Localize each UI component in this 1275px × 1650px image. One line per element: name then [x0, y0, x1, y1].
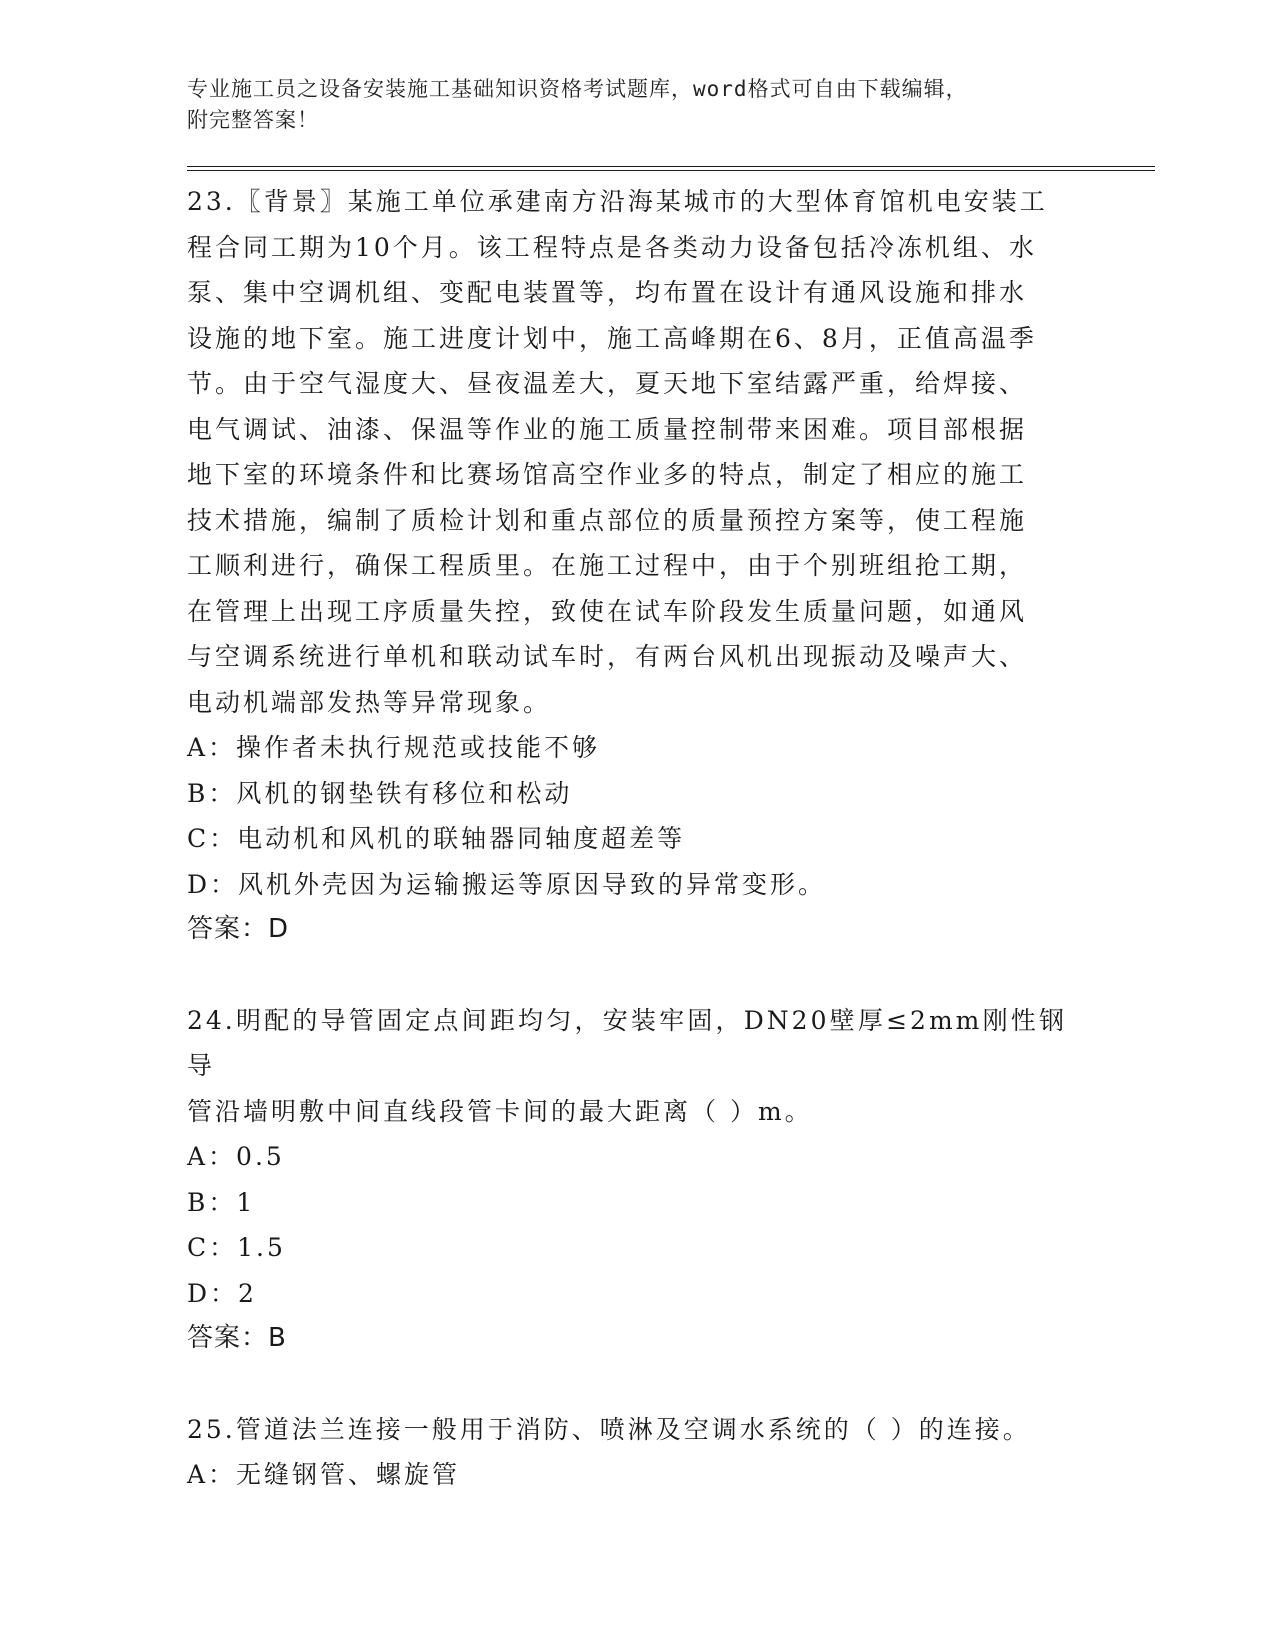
question-23	[187, 179, 1067, 953]
stem-line: 24.明配的导管固定点间距均匀，安装牢固，DN20壁厚≤2mm刚性钢导	[187, 1005, 1067, 1080]
answer: 答案：B	[187, 1323, 287, 1353]
option-b: B：1	[187, 1187, 256, 1217]
stem-line: 泵、集中空调机组、变配电装置等，均布置在设计有通风设施和排水	[187, 278, 1028, 307]
option-c: C：电动机和风机的联轴器同轴度超差等	[187, 824, 686, 853]
question-stem	[187, 1407, 1067, 1453]
stem-line: 与空调系统进行单机和联动试车时，有两台风机出现振动及噪声大、	[187, 642, 1028, 671]
option-d: D：风机外壳因为运输搬运等原因导致的异常变形。	[187, 869, 827, 899]
stem-line: 工顺利进行，确保工程质里。在施工过程中，由于个别班组抢工期，	[187, 551, 1028, 580]
stem-line: 电动机端部发热等异常现象。	[187, 687, 552, 717]
header-line-1: 专业施工员之设备安装施工基础知识资格考试题库，word格式可自由下载编辑，	[187, 77, 968, 101]
question-24	[187, 998, 1067, 1362]
stem-line: 节。由于空气湿度大、昼夜温差大，夏天地下室结露严重，给焊接、	[187, 369, 1028, 398]
document-page	[187, 0, 1157, 1498]
header-divider	[187, 166, 1155, 171]
stem-line: 设施的地下室。施工进度计划中，施工高峰期在6、8月，正值高温季	[187, 323, 1037, 353]
header-line-2: 附完整答案！	[187, 108, 319, 132]
option-c: C：1.5	[187, 1233, 286, 1262]
stem-line: 23.〖背景〗某施工单位承建南方沿海某城市的大型体育馆机电安装工	[187, 187, 1048, 216]
question-stem	[187, 179, 1067, 725]
stem-line: 技术措施，编制了质检计划和重点部位的质量预控方案等，使工程施	[187, 505, 1028, 535]
option-d: D：2	[187, 1278, 257, 1308]
stem-line: 25.管道法兰连接一般用于消防、喷淋及空调水系统的（ ）的连接。	[187, 1414, 1031, 1444]
question-stem	[187, 998, 1067, 1135]
option-a: A：操作者未执行规范或技能不够	[187, 733, 601, 762]
question-list	[187, 179, 1067, 1498]
stem-line: 地下室的环境条件和比赛场馆高空作业多的特点，制定了相应的施工	[187, 460, 1028, 489]
stem-line: 在管理上出现工序质量失控，致使在试车阶段发生质量问题，如通风	[187, 596, 1028, 626]
answer: 答案：D	[187, 914, 290, 944]
option-a: A：无缝钢管、螺旋管	[187, 1460, 461, 1489]
question-25	[187, 1407, 1067, 1498]
option-b: B：风机的钢垫铁有移位和松动	[187, 778, 573, 808]
option-a: A：0.5	[187, 1142, 285, 1171]
document-header	[187, 74, 1067, 136]
question-spacer	[187, 1362, 1067, 1407]
stem-line: 程合同工期为10个月。该工程特点是各类动力设备包括冷冻机组、水	[187, 232, 1037, 262]
question-spacer	[187, 953, 1067, 998]
stem-line: 管沿墙明敷中间直线段管卡间的最大距离（ ）m。	[187, 1096, 813, 1126]
stem-line: 电气调试、油漆、保温等作业的施工质量控制带来困难。项目部根据	[187, 414, 1028, 444]
